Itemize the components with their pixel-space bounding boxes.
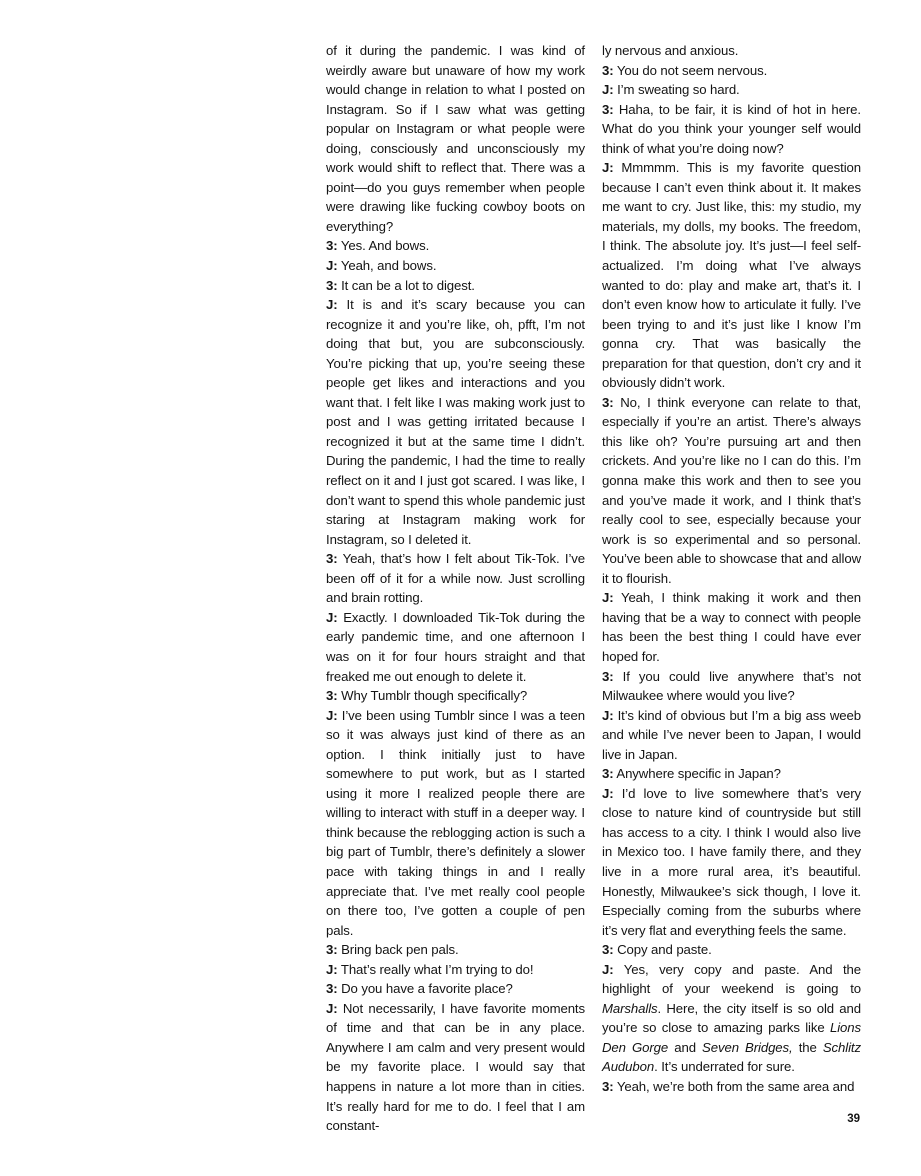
speaker-tag: J: bbox=[602, 785, 614, 801]
paragraph: J: I’ve been using Tumblr since I was a teen so it was always just kind of there as an option. I think initially just to have somewhere to put work, but as I started using it more I realized people there are willing to interact with stuff in a deeper way. I think because the reblogging action is such a big part of Tumblr, there’s definitely a slower pace with taking things in and I really appreciate that. I’ve met really cool people on there too, I’ve gotten a couple of pen pals. bbox=[326, 707, 585, 938]
speaker-tag: J: bbox=[326, 961, 338, 977]
paragraph: J: It’s kind of obvious but I’m a big ass weeb and while I’ve never been to Japan, I would live in Japan. bbox=[602, 707, 861, 762]
paragraph: 3: It can be a lot to digest. bbox=[326, 277, 475, 293]
speaker-tag: J: bbox=[602, 82, 614, 98]
speaker-tag: 3: bbox=[602, 766, 614, 782]
paragraph: 3: If you could live anywhere that’s not Milwaukee where would you live? bbox=[602, 668, 861, 704]
place-name: Seven Bridges, bbox=[702, 1039, 793, 1055]
paragraph: 3: No, I think everyone can relate to that, especially if you’re an artist. There’s always this like oh? You’re pursuing art and then crickets. And you’re like no I can do this. I’m gonna make this work and then to see you and you’ve made it work, and I think that’s really cool to see, especially because your work is so experimental and so personal. You’ve been able to showcase that and allow it to flourish. bbox=[602, 394, 861, 586]
speaker-tag: 3: bbox=[602, 62, 614, 78]
speaker-tag: 3: bbox=[326, 238, 338, 254]
speaker-tag: J: bbox=[326, 609, 338, 625]
paragraph: J: Mmmmm. This is my favorite question because I can’t even think about it. It makes me want to cry. Just like, this: my studio, my materials, my dolls, my books. The freedom, I think. The absolute joy. It’s just—I feel self-actualized. I’m doing what I’ve always wanted to do: play and make art, that’s it. I don’t even know how to articulate it fully. I’ve been trying to and it’s just like I know I’m gonna cry. That was basically the preparation for that question, don’t cry and it obviously didn’t work. bbox=[602, 160, 861, 391]
speaker-tag: 3: bbox=[602, 394, 614, 410]
place-name: Marshalls bbox=[602, 1000, 658, 1016]
paragraph: of it during the pandemic. I was kind of weirdly aware but unaware of how my work would change in relation to what I posted on Instagram. So if I saw what was getting popular on Instagram or what people were doing, consciously and unconsciously my work would shift to reflect that. There was a point—do you guys remember when people were drawing like fucking cowboy boots on everything? bbox=[326, 43, 585, 234]
paragraph: 3: Anywhere specific in Japan? bbox=[602, 766, 781, 782]
paragraph: J: It is and it’s scary because you can recognize it and you’re like, oh, pfft, I’m not doing that but, you are subconsciously. You’re picking that up, you’re seeing these people get likes and interactions and you want that. I felt like I was making work just to post and I was getting irritated because I recognized it but at the same time I didn’t. During the pandemic, I had the time to really reflect on it and I just got scared. I was like, I don’t want to spend this whole pandemic just staring at Instagram making work for Instagram, so I deleted it. bbox=[326, 297, 585, 547]
paragraph: 3: Why Tumblr though specifically? bbox=[326, 688, 528, 704]
paragraph: J: Not necessarily, I have favorite moments of time and that can be in any place. Anywhere I am calm and very present would be my favorite place. I would say that happens in nature a lot more than in cities. It’s really hard for me to do. I feel that I am constant- bbox=[326, 1000, 585, 1134]
speaker-tag: J: bbox=[602, 590, 614, 606]
paragraph: 3: Copy and paste. bbox=[602, 942, 712, 958]
speaker-tag: 3: bbox=[602, 1078, 614, 1094]
speaker-tag: 3: bbox=[326, 942, 338, 958]
paragraph: 3: Bring back pen pals. bbox=[326, 942, 459, 958]
speaker-tag: J: bbox=[602, 707, 614, 723]
paragraph: J: I’m sweating so hard. bbox=[602, 82, 740, 98]
paragraph: J: Yes, very copy and paste. And the highlight of your weekend is going to Marshalls. Here, the city itself is so old and you’re so close to amazing parks like Lions Den Gorge and Seven Bridges, the Schlitz Audubon. It’s underrated for sure. bbox=[602, 961, 862, 1075]
paragraph: J: Yeah, and bows. bbox=[326, 258, 437, 274]
right-column bbox=[602, 41, 861, 1097]
paragraph: 3: Yeah, we’re both from the same area and bbox=[602, 1078, 855, 1094]
paragraph: J: I’d love to live somewhere that’s very close to nature kind of countryside but still has access to a city. I think I would also live in Mexico too. I have family there, and they live in a more rural area, it’s beautiful. Honestly, Milwaukee’s sick though, I love it. Especially coming from the suburbs where it’s very flat and everything feels the same. bbox=[602, 785, 861, 938]
speaker-tag: J: bbox=[602, 961, 614, 977]
speaker-tag: J: bbox=[326, 1000, 338, 1016]
paragraph: 3: You do not seem nervous. bbox=[602, 62, 768, 78]
speaker-tag: 3: bbox=[602, 101, 614, 117]
speaker-tag: 3: bbox=[326, 981, 338, 997]
paragraph: J: Exactly. I downloaded Tik-Tok during the early pandemic time, and one afternoon I was on it for four hours straight and that freaked me out enough to delete it. bbox=[326, 609, 585, 684]
paragraph: 3: Haha, to be fair, it is kind of hot in here. What do you think your younger self would think of what you’re doing now? bbox=[602, 101, 861, 156]
speaker-tag: J: bbox=[326, 707, 338, 723]
speaker-tag: 3: bbox=[602, 942, 614, 958]
speaker-tag: 3: bbox=[326, 688, 338, 704]
speaker-tag: 3: bbox=[326, 551, 338, 567]
speaker-tag: 3: bbox=[602, 668, 614, 684]
paragraph: ly nervous and anxious. bbox=[602, 43, 739, 58]
left-column bbox=[326, 41, 585, 1136]
paragraph: 3: Yes. And bows. bbox=[326, 238, 430, 254]
speaker-tag: 3: bbox=[326, 277, 338, 293]
paragraph: J: That’s really what I’m trying to do! bbox=[326, 961, 534, 977]
paragraph: 3: Yeah, that’s how I felt about Tik-Tok. I’ve been off of it for a while now. Just scrolling and brain rotting. bbox=[326, 551, 585, 606]
page-number: 39 bbox=[847, 1113, 860, 1125]
place-name: Schlitz Audubon bbox=[602, 1039, 861, 1075]
paragraph: 3: Do you have a favorite place? bbox=[326, 981, 513, 997]
place-name: Lions Den Gorge bbox=[602, 1020, 861, 1055]
speaker-tag: J: bbox=[326, 297, 338, 313]
speaker-tag: J: bbox=[326, 258, 338, 274]
speaker-tag: J: bbox=[602, 160, 614, 176]
paragraph: J: Yeah, I think making it work and then having that be a way to connect with people has been the best thing I could have ever hoped for. bbox=[602, 590, 862, 664]
